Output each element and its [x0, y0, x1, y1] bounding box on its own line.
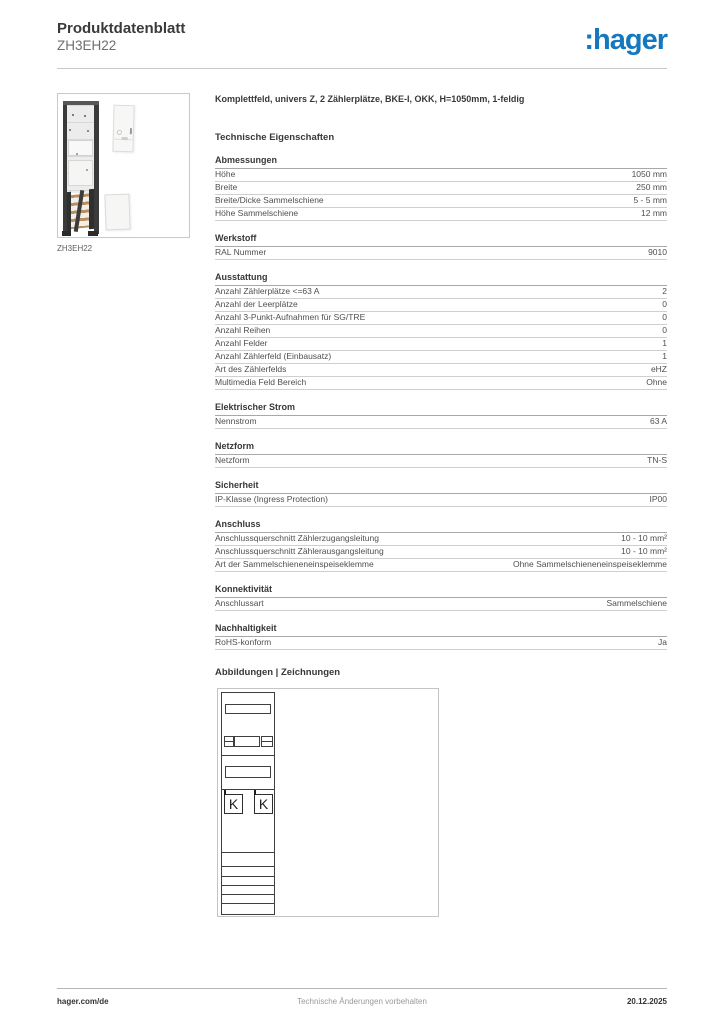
spec-value: TN-S: [647, 454, 667, 465]
spec-label: Anzahl der Leerplätze: [215, 298, 298, 309]
spec-row: [215, 364, 667, 377]
drawing-k-field-left: K: [224, 794, 243, 814]
spec-row: [215, 299, 667, 312]
drawing-divider: [222, 755, 274, 756]
spec-row: [215, 325, 667, 338]
spec-section: [215, 584, 667, 611]
spec-section: [215, 441, 667, 468]
spec-section-title: Netzform: [215, 441, 667, 455]
spec-row: [215, 182, 667, 195]
footer-notice: Technische Änderungen vorbehalten: [297, 997, 427, 1006]
footer-divider: [57, 988, 667, 989]
spec-row: [215, 208, 667, 221]
drawing-terminal-strip: [224, 736, 274, 747]
spec-row: [215, 312, 667, 325]
spec-section: [215, 519, 667, 572]
drawing-k-field-right: K: [254, 794, 273, 814]
spec-row: [215, 286, 667, 299]
spec-section-title: Werkstoff: [215, 233, 667, 247]
drawing-row-line: [222, 866, 274, 867]
photo-module: [68, 160, 93, 186]
spec-row: [215, 195, 667, 208]
spec-label: Breite/Dicke Sammelschiene: [215, 194, 324, 205]
spec-value: 250 mm: [636, 181, 667, 192]
spec-row: [215, 351, 667, 364]
spec-label: Höhe Sammelschiene: [215, 207, 299, 218]
spec-row: [215, 637, 667, 650]
photo-cover-hole: [117, 130, 122, 135]
spec-label: RoHS-konform: [215, 636, 272, 647]
spec-value: 0: [662, 311, 667, 322]
spec-value: 1: [662, 350, 667, 361]
spec-row: [215, 598, 667, 611]
spec-section: [215, 623, 667, 650]
drawing-row-line: [222, 894, 274, 895]
spec-value: Sammelschiene: [606, 597, 667, 608]
spec-section-title: Abmessungen: [215, 155, 667, 169]
drawing-terminal-right: [261, 736, 273, 747]
drawing-top-slot: [225, 704, 271, 714]
spec-section: [215, 272, 667, 390]
spec-value: Ja: [658, 636, 667, 647]
spec-label: Art des Zählerfelds: [215, 363, 287, 374]
footer-date: 20.12.2025: [626, 997, 667, 1006]
spec-value: IP00: [649, 493, 667, 504]
spec-value: 0: [662, 324, 667, 335]
footer-website-link[interactable]: hager.com/de: [57, 997, 109, 1006]
spec-label: Anzahl 3-Punkt-Aufnahmen für SG/TRE: [215, 311, 366, 322]
spec-label: Anschlussart: [215, 597, 264, 608]
spec-row: [215, 338, 667, 351]
spec-value: 63 A: [649, 415, 667, 426]
spec-section-title: Sicherheit: [215, 480, 667, 494]
tech-properties-heading: Technische Eigenschaften: [215, 131, 335, 143]
footer: [57, 997, 667, 1006]
spec-section-title: Anschluss: [215, 519, 667, 533]
spec-label: Art der Sammelschieneneinspeiseklemme: [215, 558, 374, 569]
photo-crossbar: [63, 101, 99, 105]
spec-row: [215, 494, 667, 507]
spec-value: 10 - 10 mm²: [621, 532, 667, 543]
drawing-mid-slot: [225, 766, 271, 778]
spec-row: [215, 533, 667, 546]
header-divider: [57, 68, 667, 69]
spec-value: 2: [662, 285, 667, 296]
spec-sections: [215, 155, 667, 650]
spec-row: [215, 416, 667, 429]
photo-foot-left: [62, 231, 71, 236]
spec-label: Anschlussquerschnitt Zählerausgangsleitung: [215, 545, 384, 556]
spec-label: IP-Klasse (Ingress Protection): [215, 493, 328, 504]
meter-panel-drawing: [221, 692, 275, 915]
spec-label: Multimedia Feld Bereich: [215, 376, 307, 387]
drawings-heading: Abbildungen | Zeichnungen: [215, 666, 341, 678]
spec-section-title: Elektrischer Strom: [215, 402, 667, 416]
spec-label: Breite: [215, 181, 238, 192]
product-title: Komplettfeld, univers Z, 2 Zählerplätze, BKE-I, OKK, H=1050mm, 1-feldig: [215, 94, 525, 104]
spec-value: Ohne: [646, 376, 667, 387]
spec-value: 10 - 10 mm²: [621, 545, 667, 556]
spec-row: [215, 377, 667, 390]
spec-value: 5 - 5 mm: [633, 194, 667, 205]
spec-section: [215, 233, 667, 260]
spec-section-title: Konnektivität: [215, 584, 667, 598]
photo-cover-slot: [130, 128, 132, 134]
spec-label: Nennstrom: [215, 415, 257, 426]
spec-label: Anzahl Reihen: [215, 324, 271, 335]
spec-label: RAL Nummer: [215, 246, 267, 257]
photo-cover-latch: [122, 137, 128, 140]
drawing-terminal-center: [234, 736, 260, 747]
photo-rail-left: [63, 102, 67, 234]
spec-label: Höhe: [215, 168, 236, 179]
spec-label: Anschlussquerschnitt Zählerzugangsleitung: [215, 532, 379, 543]
spec-value: 12 mm: [641, 207, 667, 218]
doc-type-title: Produktdatenblatt: [57, 20, 186, 37]
spec-section: [215, 480, 667, 507]
photo-rail-right: [94, 102, 99, 234]
spec-value: Ohne Sammelschieneneinspeiseklemme: [512, 558, 667, 569]
spec-label: Anzahl Zählerplätze <=63 A: [215, 285, 320, 296]
drawing-terminal-left: [224, 736, 234, 747]
spec-row: [215, 455, 667, 468]
drawing-divider: [222, 789, 274, 790]
photo-screws: [72, 114, 74, 116]
drawing-row-line: [222, 876, 274, 877]
drawing-frame: [217, 688, 439, 917]
photo-foot-right: [88, 231, 98, 236]
main-column: [215, 94, 667, 917]
spec-label: Netzform: [215, 454, 250, 465]
spec-section-title: Ausstattung: [215, 272, 667, 286]
product-photo: [57, 93, 190, 238]
spec-row: [215, 247, 667, 260]
spec-section: [215, 155, 667, 221]
spec-label: Anzahl Zählerfeld (Einbausatz): [215, 350, 332, 361]
spec-row: [215, 546, 667, 559]
photo-cover-panel-bottom: [104, 194, 130, 231]
spec-section-title: Nachhaltigkeit: [215, 623, 667, 637]
spec-value: 0: [662, 298, 667, 309]
spec-label: Anzahl Felder: [215, 337, 268, 348]
spec-value: 9010: [648, 246, 667, 257]
drawing-divider: [222, 852, 274, 853]
spec-value: 1050 mm: [631, 168, 667, 179]
drawing-row-line: [222, 903, 274, 904]
drawing-row-line: [222, 885, 274, 886]
spec-row: [215, 559, 667, 572]
spec-value: eHZ: [650, 363, 667, 374]
spec-section: [215, 402, 667, 429]
photo-cover-panel-top: [112, 105, 134, 153]
photo-module: [68, 140, 93, 156]
spec-value: 1: [662, 337, 667, 348]
spec-row: [215, 169, 667, 182]
product-code: ZH3EH22: [57, 38, 117, 53]
product-photo-caption: ZH3EH22: [57, 244, 93, 253]
hager-logo: :hager: [584, 24, 667, 56]
